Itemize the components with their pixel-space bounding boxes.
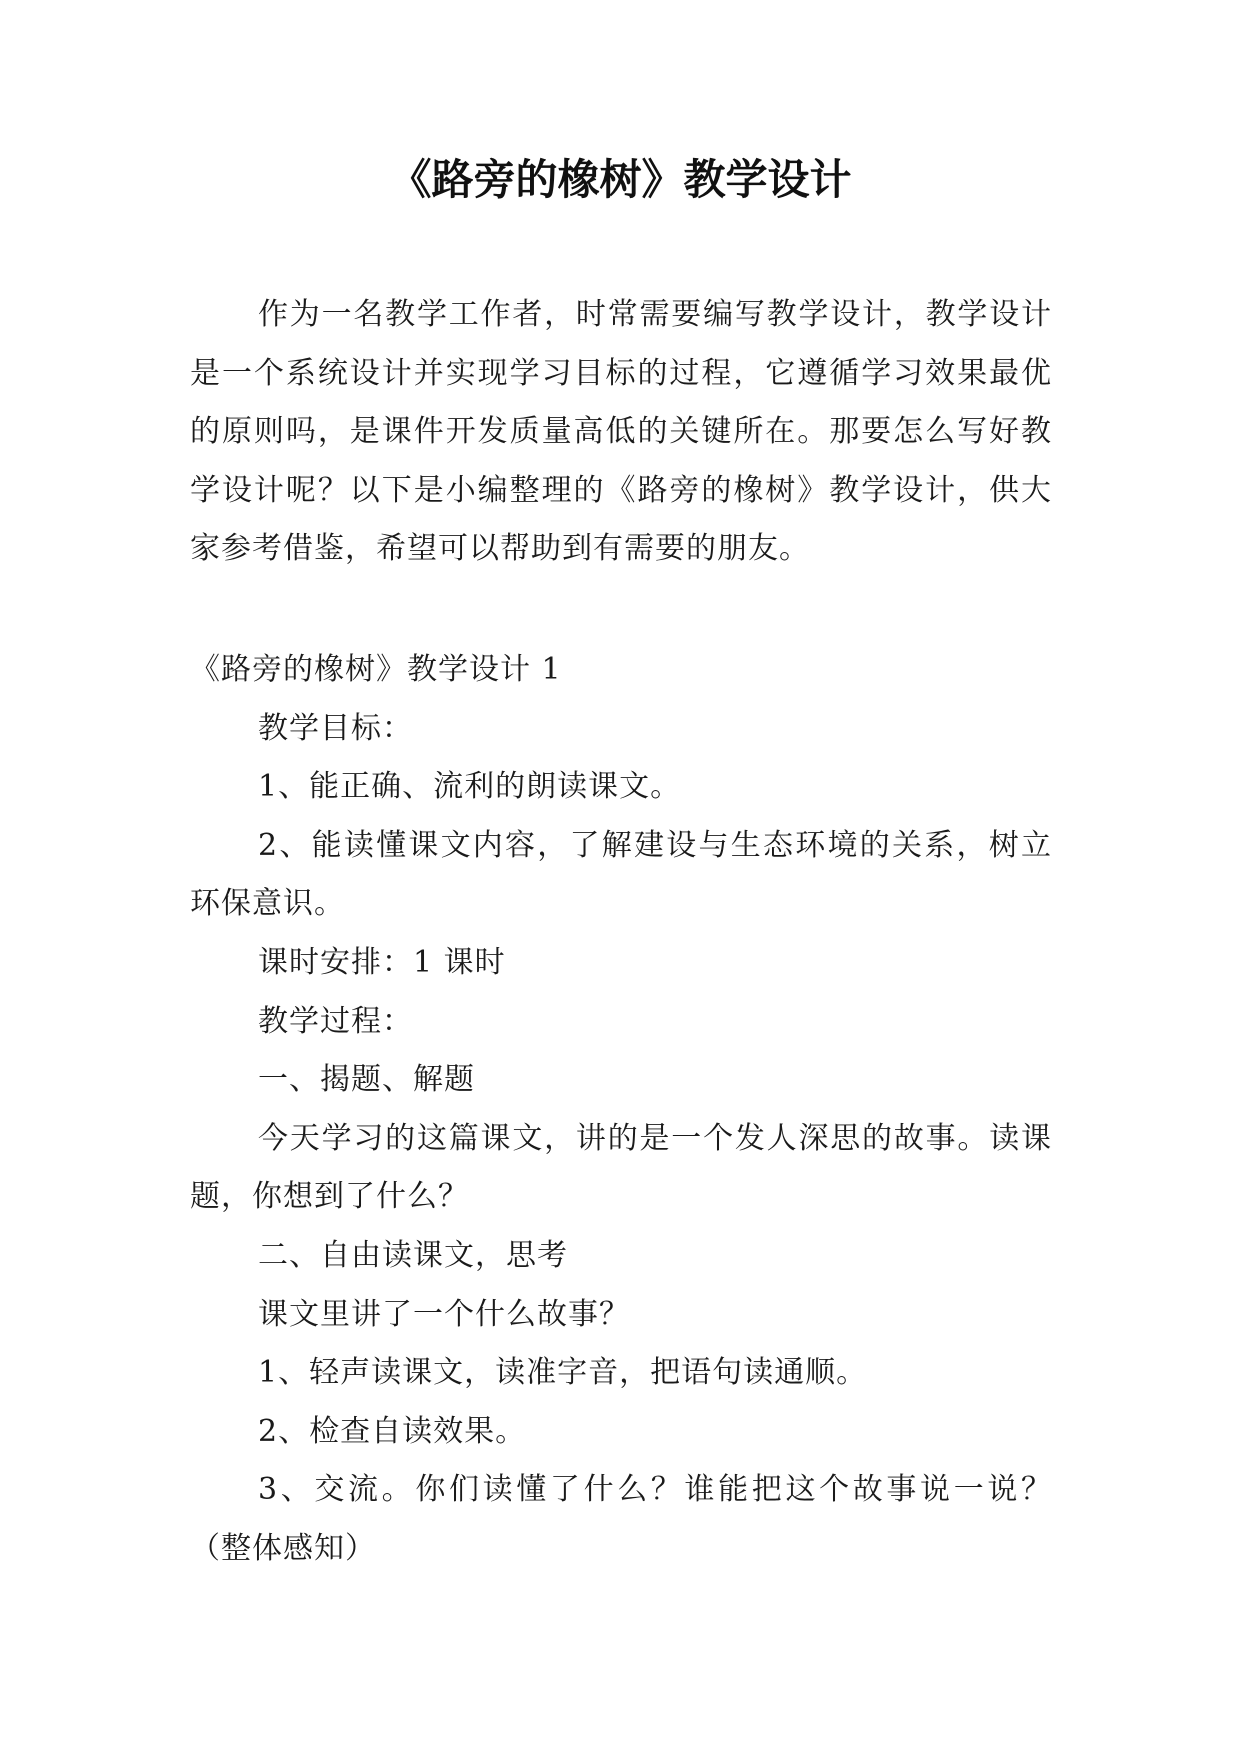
objectives-label: 教学目标： <box>258 710 413 746</box>
document-body <box>190 286 1052 1578</box>
intro-paragraph: 作为一名教学工作者，时常需要编写教学设计，教学设计是一个系统设计并实现学习目标的过程，它遵循学习效果最优的原则吗，是课件开发质量高低的关键所在。那要怎么写好教学设计呢？以下是小编整理的《路旁的橡树》教学设计，供大家参考借鉴，希望可以帮助到有需要的朋友。 <box>190 297 1052 567</box>
step-item-3: 3、交流。你们读懂了什么？谁能把这个故事说一说？（整体感知） <box>190 1472 1052 1566</box>
step-item-2: 2、检查自读效果。 <box>258 1413 527 1449</box>
step-heading-1: 一、揭题、解题 <box>258 1062 475 1098</box>
process-label: 教学过程： <box>258 1003 413 1039</box>
step-question: 课文里讲了一个什么故事？ <box>258 1296 630 1332</box>
schedule-line: 课时安排：1 课时 <box>258 944 506 980</box>
step-heading-2: 二、自由读课文，思考 <box>258 1237 568 1273</box>
section-heading: 《路旁的橡树》教学设计 1 <box>190 651 562 687</box>
objective-item-2: 2、能读懂课文内容，了解建设与生态环境的关系，树立环保意识。 <box>190 827 1052 922</box>
objective-item-1: 1、能正确、流利的朗读课文。 <box>258 769 682 805</box>
document-title: 《路旁的橡树》教学设计 <box>389 155 852 204</box>
step-item-1: 1、轻声读课文，读准字音，把语句读通顺。 <box>258 1355 868 1391</box>
step-paragraph-1: 今天学习的这篇课文，讲的是一个发人深思的故事。读课题，你想到了什么？ <box>190 1120 1052 1215</box>
